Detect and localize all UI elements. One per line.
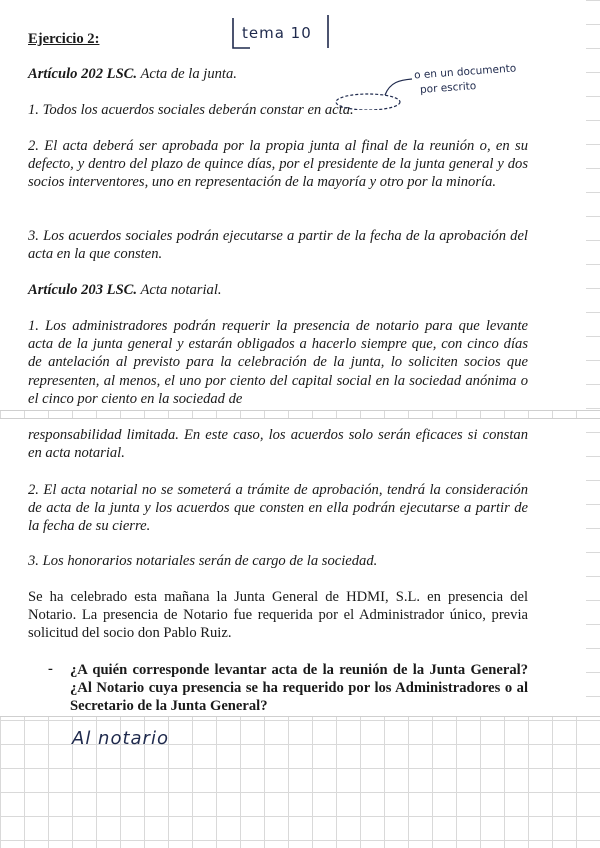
- question-bullet: -: [48, 661, 53, 677]
- article-202-subtitle: Acta de la junta.: [137, 66, 237, 82]
- article-203-heading: Artículo 203 LSC.: [28, 282, 138, 298]
- article-202-heading: Artículo 202 LSC.: [28, 66, 138, 82]
- article-202-paragraph-1: 1. Todos los acuerdos sociales deberán constar en acta.: [28, 102, 354, 118]
- article-202-paragraph-3: 3. Los acuerdos sociales podrán ejecutarse a partir de la fecha de la aprobación del acta en la que consten.: [28, 228, 528, 263]
- case-statement: Se ha celebrado esta mañana la Junta General de HDMI, S.L. en presencia del Notario. La presencia de Notario fue requerida por el Administrador único, previa solicitud del socio don Pablo Ruiz.: [28, 589, 528, 642]
- sheet-cut-line: [0, 410, 600, 411]
- article-203-paragraph-1a: 1. Los administradores podrán requerir la presencia de notario para que levante acta de la junta general y estarán obligados a hacerlo siempre que, con cinco días de antelación al previsto para la celebración de la junta, lo soliciten socios que representen, al menos, el uno por ciento del capital social en la sociedad anónima o el cinco por ciento en la sociedad de: [28, 318, 528, 407]
- sheet-cut-line: [0, 716, 600, 717]
- question-text: ¿A quién corresponde levantar acta de la reunión de la Junta General? ¿Al Notario cuya presencia se ha requerido por los Administradores o al Secretario de la Junta General?: [70, 662, 528, 715]
- article-203-header: [28, 281, 528, 299]
- grid-edge-ticks: [586, 0, 600, 716]
- handwritten-answer: Al notario: [72, 728, 169, 749]
- handwritten-tema-label: tema 10: [242, 24, 312, 42]
- article-203-paragraph-2: 2. El acta notarial no se someterá a trámite de aprobación, tendrá la consideración de acta de la junta y los acuerdos que consten en ella podrán ejecutarse a partir de la fecha de su cierre.: [28, 482, 528, 535]
- article-203-subtitle: Acta notarial.: [137, 282, 222, 298]
- article-203-paragraph-3: 3. Los honorarios notariales serán de cargo de la sociedad.: [28, 553, 378, 569]
- article-202-paragraph-2: 2. El acta deberá ser aprobada por la propia junta al final de la reunión o, en su defecto, y dentro del plazo de quince días, por el presidente de la junta general y dos socios interventores, uno en representación de la mayoría y otro por la minoría.: [28, 138, 528, 191]
- handwritten-annotation-line-2: por escrito: [419, 80, 477, 96]
- exercise-title: Ejercicio 2:: [28, 31, 100, 47]
- sheet-cut-line: [0, 418, 600, 419]
- handwritten-annotation-line-1: o en un documento: [413, 62, 517, 82]
- article-203-paragraph-1b: responsabilidad limitada. En este caso, los acuerdos solo serán eficaces si constan en acta notarial.: [28, 427, 528, 462]
